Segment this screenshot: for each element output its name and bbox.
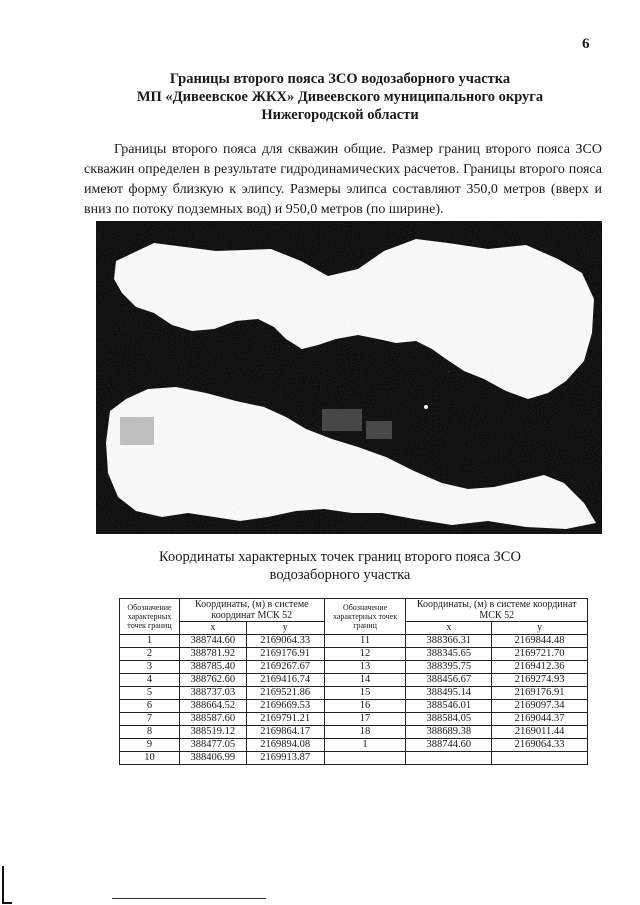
x-value-cell: 388762.60 <box>179 674 246 687</box>
point-id-cell: 10 <box>120 752 180 765</box>
x-value-cell <box>406 752 492 765</box>
x-value-cell: 388737.03 <box>179 687 246 700</box>
point-id-cell: 18 <box>324 726 406 739</box>
y-value-cell: 2169521.86 <box>246 687 324 700</box>
x-value-cell: 388587.60 <box>179 713 246 726</box>
point-id-cell <box>324 752 406 765</box>
caption-line-2: водозаборного участка <box>269 567 411 583</box>
intro-paragraph <box>84 140 602 220</box>
x-value-cell: 388395.75 <box>406 661 492 674</box>
point-id-cell: 5 <box>120 687 180 700</box>
point-id-cell: 13 <box>324 661 406 674</box>
y-value-cell: 2169097.34 <box>492 700 588 713</box>
x-value-cell: 388495.14 <box>406 687 492 700</box>
zone-map-image <box>96 221 602 534</box>
y-column-header-2: y <box>492 622 588 635</box>
y-value-cell: 2169669.53 <box>246 700 324 713</box>
point-id-cell: 2 <box>120 648 180 661</box>
y-column-header: y <box>246 622 324 635</box>
document-title <box>80 70 600 124</box>
table-row <box>120 739 588 752</box>
table-row <box>120 635 588 648</box>
x-value-cell: 388406.99 <box>179 752 246 765</box>
point-id-cell: 1 <box>324 739 406 752</box>
point-id-cell: 1 <box>120 635 180 648</box>
x-value-cell: 388744.60 <box>179 635 246 648</box>
map-noise-overlay <box>96 221 602 534</box>
table-row <box>120 661 588 674</box>
title-line-2: МП «Дивеевское ЖКХ» Дивеевского муниципального округа <box>136 89 544 105</box>
page-corner-mark <box>2 866 12 904</box>
y-value-cell: 2169176.91 <box>246 648 324 661</box>
footer-rule <box>112 898 266 899</box>
point-id-cell: 3 <box>120 661 180 674</box>
point-id-cell: 16 <box>324 700 406 713</box>
table-row <box>120 648 588 661</box>
y-value-cell: 2169176.91 <box>492 687 588 700</box>
y-value-cell: 2169011.44 <box>492 726 588 739</box>
x-value-cell: 388519.12 <box>179 726 246 739</box>
x-value-cell: 388689.38 <box>406 726 492 739</box>
table-row <box>120 700 588 713</box>
x-value-cell: 388456.67 <box>406 674 492 687</box>
y-value-cell: 2169064.33 <box>492 739 588 752</box>
y-value-cell: 2169864.17 <box>246 726 324 739</box>
coords-column-header: Координаты, (м) в системе координат МСК 52 <box>179 599 324 622</box>
caption-line-1: Координаты характерных точек границ второго пояса ЗСО <box>159 549 521 565</box>
coordinates-caption <box>80 548 600 584</box>
point-id-cell: 4 <box>120 674 180 687</box>
x-value-cell: 388366.31 <box>406 635 492 648</box>
point-id-cell: 15 <box>324 687 406 700</box>
point-id-cell: 9 <box>120 739 180 752</box>
point-id-cell: 7 <box>120 713 180 726</box>
y-value-cell: 2169913.87 <box>246 752 324 765</box>
coordinates-table <box>119 598 588 765</box>
y-value-cell: 2169274.93 <box>492 674 588 687</box>
x-column-header-2: x <box>406 622 492 635</box>
point-column-header-2: Обозначение характерных точек границ <box>324 599 406 635</box>
x-value-cell: 388664.52 <box>179 700 246 713</box>
x-value-cell: 388584.05 <box>406 713 492 726</box>
table-row <box>120 674 588 687</box>
y-value-cell: 2169064.33 <box>246 635 324 648</box>
coordinates-table-body <box>120 635 588 765</box>
point-id-cell: 12 <box>324 648 406 661</box>
y-value-cell: 2169267.67 <box>246 661 324 674</box>
x-value-cell: 388345.65 <box>406 648 492 661</box>
coords-column-header-2: Координаты, (м) в системе координат МСК 52 <box>406 599 588 622</box>
point-id-cell: 8 <box>120 726 180 739</box>
x-column-header: x <box>179 622 246 635</box>
x-value-cell: 388477.05 <box>179 739 246 752</box>
title-line-3: Нижегородской области <box>261 107 419 123</box>
y-value-cell: 2169721.70 <box>492 648 588 661</box>
y-value-cell: 2169044.37 <box>492 713 588 726</box>
x-value-cell: 388785.40 <box>179 661 246 674</box>
y-value-cell: 2169412.36 <box>492 661 588 674</box>
page-number: 6 <box>582 36 590 52</box>
title-line-1: Границы второго пояса ЗСО водозаборного участка <box>169 71 511 87</box>
table-row <box>120 752 588 765</box>
zone-map-drawing <box>96 221 602 534</box>
table-row <box>120 713 588 726</box>
table-row <box>120 687 588 700</box>
intro-text: Границы второго пояса для скважин общие. Размер границ второго пояса ЗСО скважин определен в результате гидродинамических расчетов. Границы второго пояса имеют форму близкую к элипсу. Размеры элипса составляют 350,0 метров (вверх и вниз по потоку подземных вод) и 950,0 метров (по ширине). <box>84 142 602 217</box>
y-value-cell: 2169894.08 <box>246 739 324 752</box>
point-id-cell: 6 <box>120 700 180 713</box>
x-value-cell: 388744.60 <box>406 739 492 752</box>
point-id-cell: 17 <box>324 713 406 726</box>
table-row <box>120 726 588 739</box>
y-value-cell: 2169416.74 <box>246 674 324 687</box>
point-id-cell: 11 <box>324 635 406 648</box>
point-id-cell: 14 <box>324 674 406 687</box>
point-column-header: Обозначение характерных точек границ <box>120 599 180 635</box>
x-value-cell: 388546.01 <box>406 700 492 713</box>
x-value-cell: 388781.92 <box>179 648 246 661</box>
y-value-cell: 2169791.21 <box>246 713 324 726</box>
y-value-cell <box>492 752 588 765</box>
y-value-cell: 2169844.48 <box>492 635 588 648</box>
